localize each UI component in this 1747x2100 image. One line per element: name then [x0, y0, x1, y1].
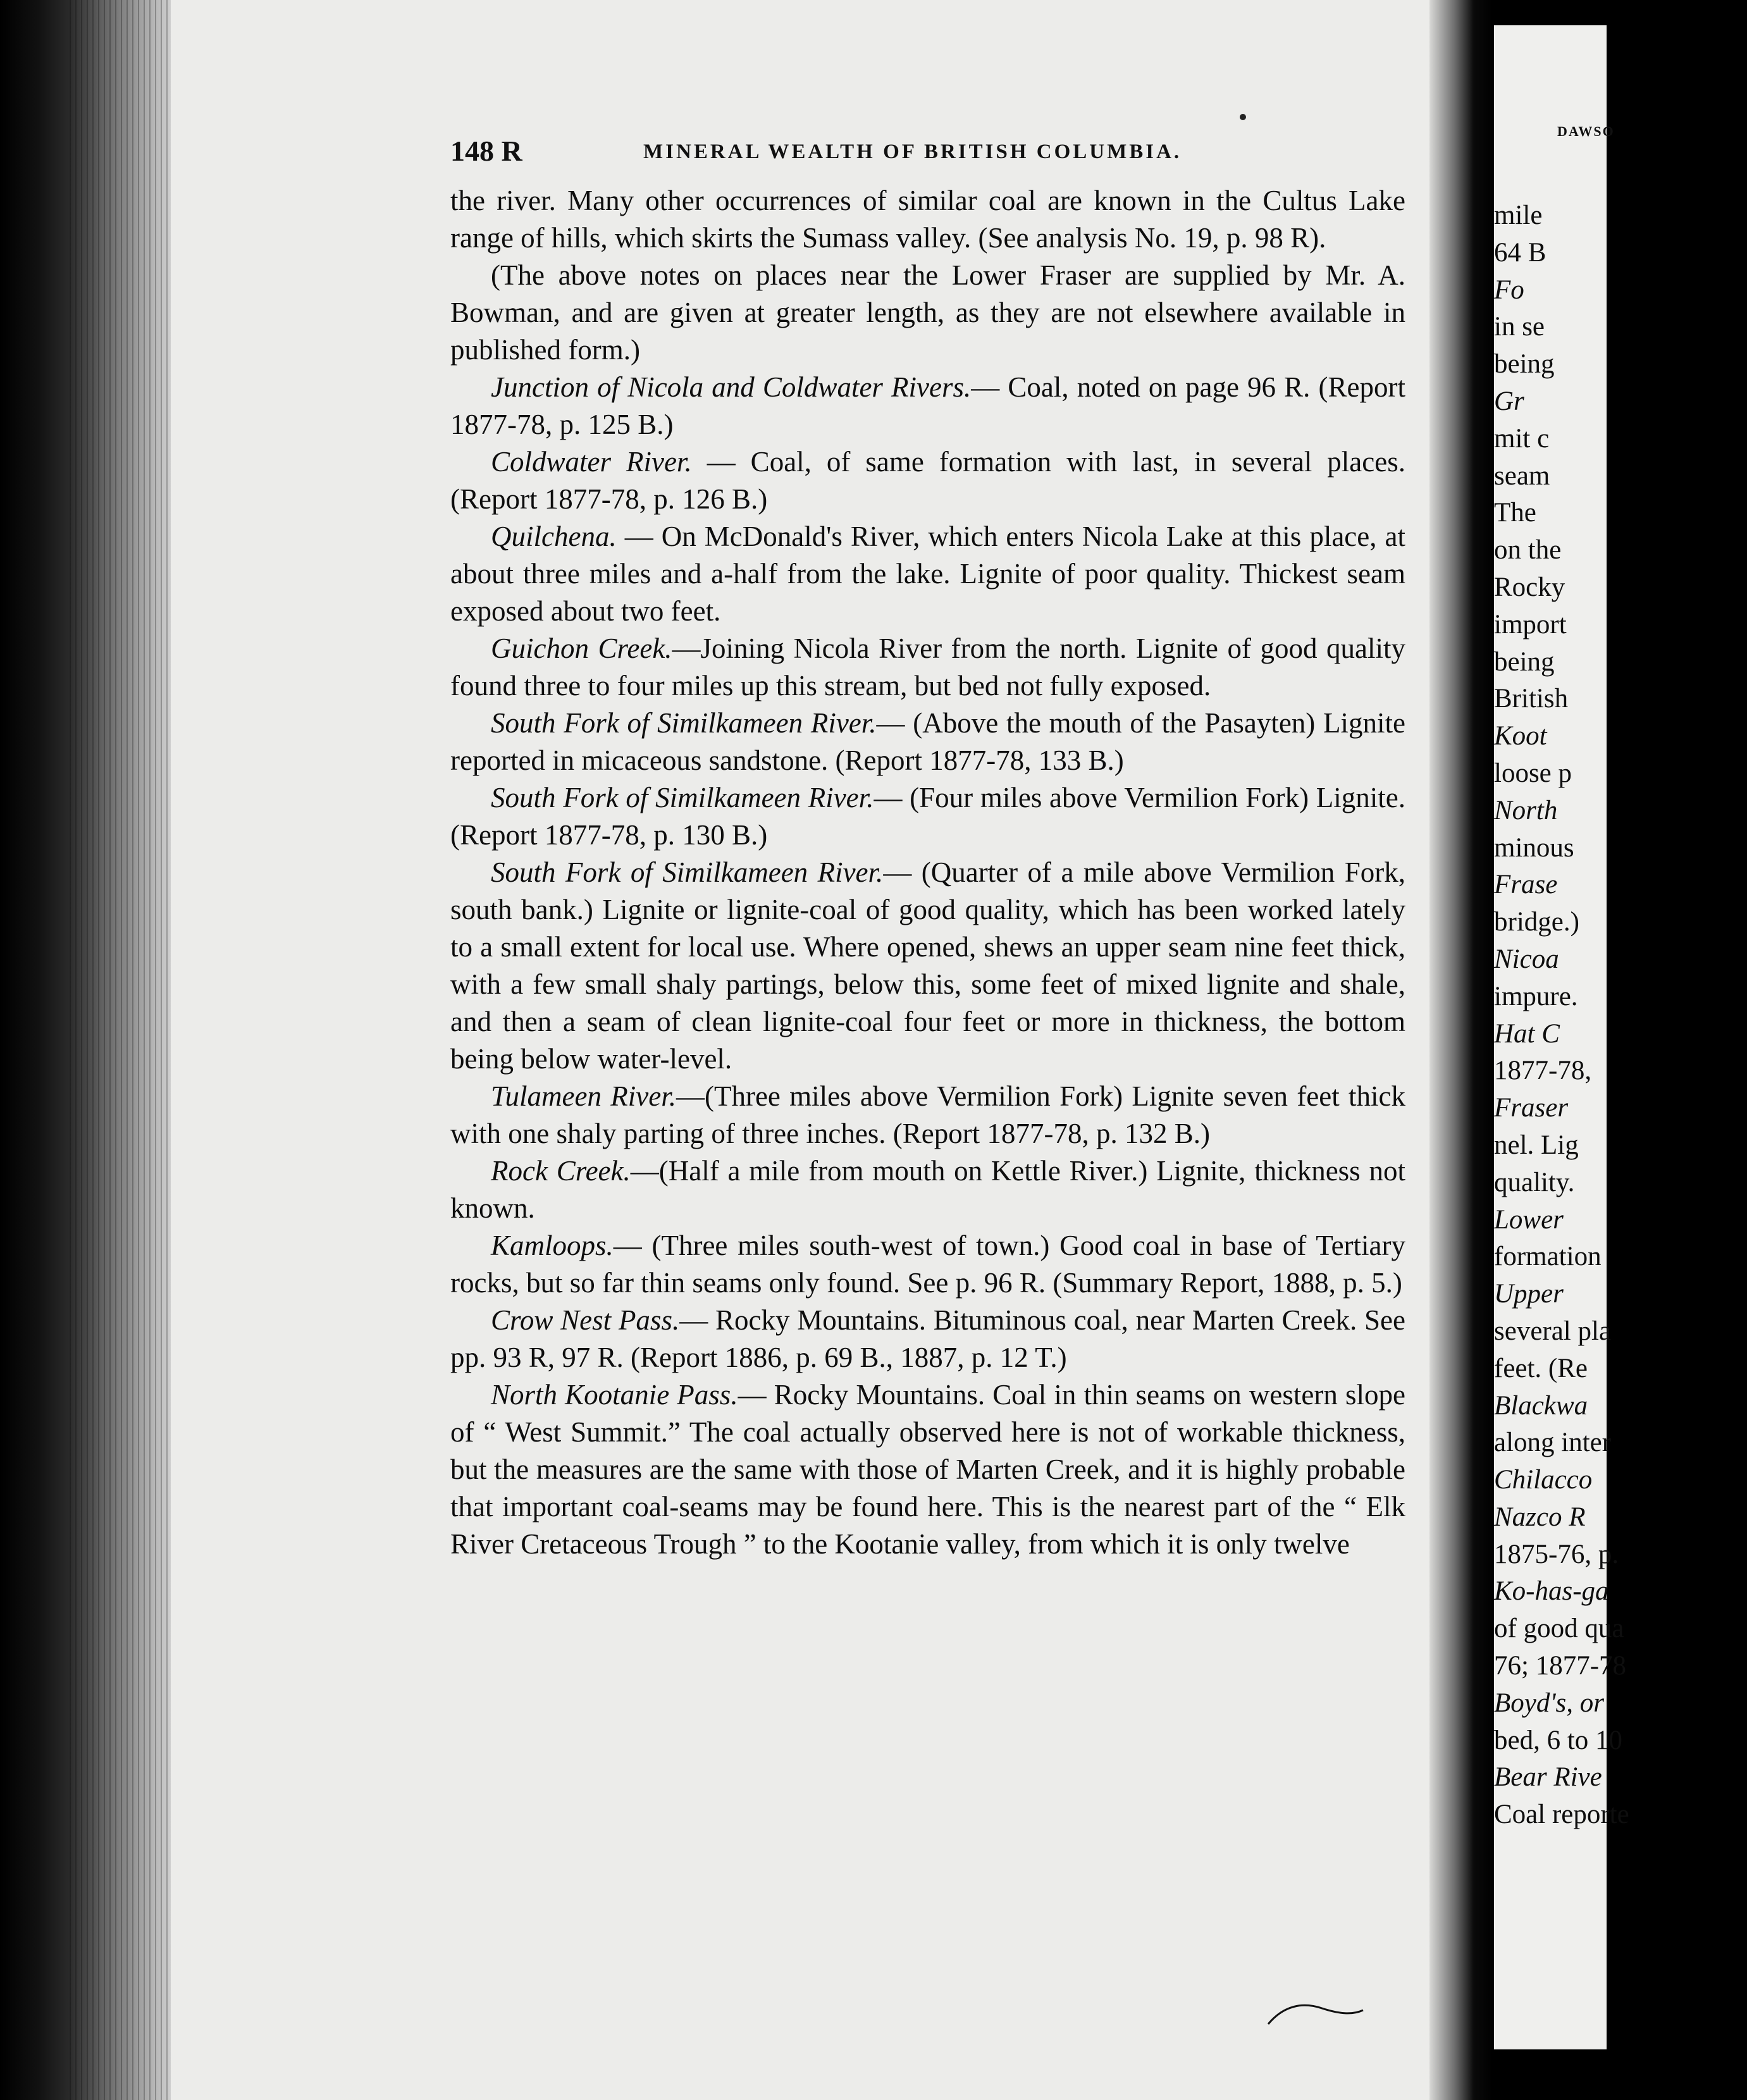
facing-page — [1494, 25, 1629, 2049]
facing-line-text: being — [1494, 646, 1555, 677]
facing-line — [1494, 830, 1747, 867]
facing-line-text: minous — [1494, 832, 1574, 863]
paragraph — [450, 369, 1405, 443]
facing-line — [1494, 1722, 1747, 1760]
facing-line — [1494, 1016, 1747, 1053]
facing-line — [1494, 1053, 1747, 1090]
facing-line — [1494, 197, 1747, 235]
facing-line-text: of good qua — [1494, 1614, 1624, 1644]
paragraph — [450, 1152, 1405, 1227]
facing-line-text: Fo — [1494, 275, 1524, 305]
facing-line — [1494, 235, 1747, 272]
entry-title: Junction of Nicola and Coldwater Rivers. — [491, 371, 972, 403]
facing-line — [1494, 272, 1747, 309]
facing-line-text: Hat C — [1494, 1018, 1560, 1049]
facing-line-text: British — [1494, 684, 1569, 714]
facing-line-text: Upper — [1494, 1279, 1564, 1309]
paragraph — [450, 1078, 1405, 1152]
running-title: MINERAL WEALTH OF BRITISH COLUMBIA. — [643, 140, 1182, 163]
facing-line — [1494, 1648, 1747, 1685]
facing-line-text: Chilacco — [1494, 1465, 1593, 1495]
facing-line-text: bridge.) — [1494, 907, 1579, 937]
facing-line-text: on the — [1494, 535, 1562, 565]
facing-line-text: formation — [1494, 1242, 1602, 1272]
facing-line — [1494, 941, 1747, 979]
facing-line — [1494, 1276, 1747, 1313]
facing-line-text: several pla — [1494, 1316, 1612, 1346]
facing-line — [1494, 1759, 1747, 1796]
entry-text: — Rocky Mountains. Coal in thin seams on western slope of “ West Summit.” The coal actually observed here is not of workable thickness, but the measures are the same with those of Marten Creek, and it is highly probable that important coal-seams may be found here. This is the nearest part of the “ Elk River Cretaceous Trough ” to the Kootanie valley, from which it is only twelve — [450, 1379, 1405, 1560]
facing-line-text: Fraser — [1494, 1093, 1569, 1123]
entry-text: — Coal, noted on page 96 R. (Report 1877-78, p. 125 B.) — [450, 371, 1405, 440]
paragraph — [450, 705, 1405, 779]
paragraph — [450, 1302, 1405, 1376]
facing-line-text: Boyd's, or — [1494, 1688, 1605, 1718]
facing-line — [1494, 681, 1747, 718]
page-number: 148 R — [450, 135, 522, 167]
facing-line — [1494, 458, 1747, 495]
facing-line — [1494, 1462, 1747, 1499]
ink-speck — [1240, 114, 1246, 120]
facing-line — [1494, 793, 1747, 830]
running-head — [450, 134, 1273, 172]
facing-line — [1494, 1388, 1747, 1425]
facing-line-text: Lower — [1494, 1204, 1564, 1235]
facing-line — [1494, 644, 1747, 681]
entry-title: South Fork of Similkameen River. — [491, 782, 874, 813]
facing-line-text: bed, 6 to 10 — [1494, 1725, 1623, 1755]
facing-line — [1494, 495, 1747, 532]
facing-line-text: mit c — [1494, 423, 1550, 454]
facing-line-text: Bear Rive — [1494, 1762, 1602, 1793]
facing-line — [1494, 1313, 1747, 1350]
paragraph — [450, 854, 1405, 1078]
facing-line — [1494, 1238, 1747, 1276]
pencil-mark — [1265, 1992, 1366, 2030]
entry-text: — (Four miles above Vermilion Fork) Lignite. (Report 1877-78, p. 130 B.) — [450, 782, 1405, 851]
facing-line-text: in se — [1494, 312, 1545, 342]
entry-text: —Joining Nicola River from the north. Lignite of good quality found three to four miles up this stream, but bed not fully exposed. — [450, 633, 1406, 701]
entry-title: Kamloops. — [491, 1230, 614, 1261]
facing-line — [1494, 1610, 1747, 1648]
facing-line — [1494, 1202, 1747, 1239]
entry-text: — (Above the mouth of the Pasayten) Lignite reported in micaceous sandstone. (Report 1877-78, 133 B.) — [450, 707, 1405, 776]
facing-line — [1494, 1164, 1747, 1202]
entry-text: — Rocky Mountains. Bituminous coal, near Marten Creek. See pp. 93 R, 97 R. (Report 1886, p. 69 B., 1887, p. 12 T.) — [450, 1304, 1405, 1373]
entry-title: Guichon Creek. — [491, 633, 672, 664]
facing-line — [1494, 755, 1747, 793]
facing-line-text: being — [1494, 349, 1555, 380]
facing-line-text: Ko-has-ga — [1494, 1576, 1609, 1607]
facing-line-text: Rocky — [1494, 572, 1565, 602]
paragraph — [450, 779, 1405, 854]
facing-line — [1494, 383, 1747, 421]
entry-text: — On McDonald's River, which enters Nicola Lake at this place, at about three miles and a-half from the lake. Lignite of poor quality. Thickest seam exposed about two feet. — [450, 521, 1405, 627]
facing-line-text: seam — [1494, 460, 1550, 491]
paragraph — [450, 1376, 1405, 1563]
paragraph — [450, 182, 1405, 257]
facing-line — [1494, 1536, 1747, 1574]
facing-line-text: 1875-76, p. — [1494, 1539, 1619, 1569]
facing-text — [1494, 197, 1747, 1834]
facing-line — [1494, 979, 1747, 1016]
entry-text: —(Three miles above Vermilion Fork) Lignite seven feet thick with one shaly parting of three inches. (Report 1877-78, p. 132 B.) — [450, 1080, 1405, 1149]
entry-text: — (Quarter of a mile above Vermilion Fork, south bank.) Lignite or lignite-coal of good quality, which has been worked lately to a small extent for local use. Where opened, shews an upper seam nine feet thick, with a few small shaly partings, below this, some feet of mixed lignite and shale, and then a seam of clean lignite-coal four feet or more in thickness, the bottom being below water-level. — [450, 856, 1405, 1075]
page-edge-lines — [70, 0, 171, 2100]
facing-line — [1494, 904, 1747, 941]
facing-line-text: Nicoa — [1494, 944, 1559, 974]
facing-line — [1494, 607, 1747, 644]
facing-line — [1494, 867, 1747, 904]
facing-line-text: 76; 1877-78 — [1494, 1651, 1627, 1681]
book-gutter — [1429, 0, 1493, 2100]
facing-line-text: import — [1494, 609, 1567, 639]
facing-line-text: Blackwa — [1494, 1390, 1588, 1421]
facing-line — [1494, 718, 1747, 755]
facing-line-text: along inter — [1494, 1428, 1612, 1458]
facing-line-text: Nazco R — [1494, 1502, 1586, 1532]
entry-title: Tulameen River. — [491, 1080, 676, 1112]
paragraph — [450, 518, 1405, 630]
entry-title: Rock Creek. — [491, 1155, 631, 1187]
paragraph — [450, 630, 1405, 705]
facing-line-text: Coal reporte — [1494, 1800, 1629, 1830]
facing-line — [1494, 532, 1747, 569]
entry-text: — Coal, of same formation with last, in several places. (Report 1877-78, p. 126 B.) — [450, 446, 1405, 515]
entry-title: Coldwater River. — [491, 446, 692, 478]
paragraph — [450, 443, 1405, 518]
facing-line — [1494, 1424, 1747, 1462]
facing-line-text: North — [1494, 795, 1558, 825]
facing-running-head: DAWSO — [1557, 123, 1615, 139]
facing-line-text: Gr — [1494, 386, 1524, 416]
entry-text: (The above notes on places near the Lower Fraser are supplied by Mr. A. Bowman, and are given at greater length, as they are not elsewhere available in published form.) — [450, 259, 1405, 366]
facing-line — [1494, 346, 1747, 383]
entry-title: North Kootanie Pass. — [491, 1379, 738, 1411]
facing-line-text: The — [1494, 498, 1536, 528]
facing-line-text: nel. Lig — [1494, 1130, 1579, 1160]
entry-title: South Fork of Similkameen River. — [491, 707, 877, 739]
facing-line-text: feet. (Re — [1494, 1353, 1588, 1383]
facing-line-text: mile — [1494, 201, 1543, 230]
entry-title: Crow Nest Pass. — [491, 1304, 680, 1336]
facing-line — [1494, 1573, 1747, 1610]
facing-line-text: Koot — [1494, 721, 1547, 751]
facing-line — [1494, 569, 1747, 607]
facing-line — [1494, 1796, 1747, 1834]
facing-line-text: Frase — [1494, 870, 1558, 900]
facing-line — [1494, 309, 1747, 346]
paragraph — [450, 257, 1405, 369]
facing-line — [1494, 1499, 1747, 1536]
entry-title: South Fork of Similkameen River. — [491, 856, 884, 888]
body-text — [450, 182, 1405, 1563]
entry-text: —(Half a mile from mouth on Kettle River.) Lignite, thickness not known. — [450, 1155, 1405, 1224]
facing-line — [1494, 1090, 1747, 1127]
entry-text: — (Three miles south-west of town.) Good coal in base of Tertiary rocks, but so far thin seams only found. See p. 96 R. (Summary Report, 1888, p. 5.) — [450, 1230, 1405, 1299]
facing-line — [1494, 1127, 1747, 1164]
facing-line — [1494, 1685, 1747, 1722]
facing-line-text: loose p — [1494, 758, 1572, 788]
facing-line-text: quality. — [1494, 1167, 1575, 1197]
paragraph — [450, 1227, 1405, 1302]
entry-title: Quilchena. — [491, 521, 617, 552]
facing-line — [1494, 421, 1747, 458]
facing-line — [1494, 1350, 1747, 1388]
facing-line-text: 1877-78, — [1494, 1056, 1592, 1086]
facing-line-text: 64 B — [1494, 237, 1546, 268]
entry-text: the river. Many other occurrences of similar coal are known in the Cultus Lake range of hills, which skirts the Sumass valley. (See analysis No. 19, p. 98 R). — [450, 185, 1405, 254]
facing-line-text: impure. — [1494, 981, 1578, 1011]
